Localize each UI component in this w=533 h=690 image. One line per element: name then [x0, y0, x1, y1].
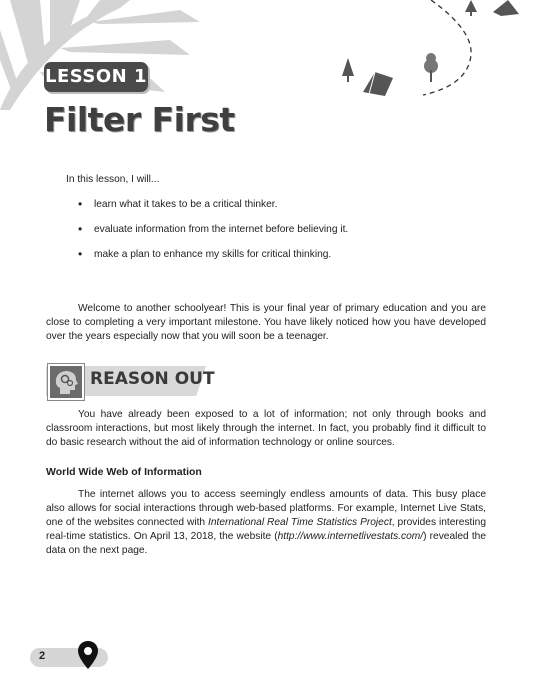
- project-name: International Real Time Statistics Project: [208, 517, 392, 528]
- palm-leaf-icon: [0, 0, 210, 110]
- tree-icon: [424, 53, 438, 82]
- page-number: 2: [39, 650, 46, 662]
- website-url: http://www.internetlivestats.com/: [277, 531, 424, 542]
- list-item: • make a plan to enhance my skills for critical thinking.: [78, 242, 348, 267]
- goals-list: [78, 192, 348, 267]
- location-pin-icon: [77, 640, 99, 670]
- subheading: World Wide Web of Information: [46, 466, 202, 478]
- lesson-title: Filter First: [44, 100, 235, 139]
- list-item: • learn what it takes to be a critical thinker.: [78, 192, 348, 217]
- list-item: • evaluate information from the internet before believing it.: [78, 217, 348, 242]
- tree-icon: [465, 0, 477, 16]
- lesson-label: LESSON 1: [44, 62, 148, 92]
- welcome-paragraph: Welcome to another schoolyear! This is your final year of primary education and you are close to completing a very important milestone. You have likely noticed how you have developed over the years especially now that you will soon be a teenager.: [46, 303, 486, 342]
- tent-icon: [493, 0, 519, 16]
- internet-paragraph: The internet allows you to access seemingly endless amounts of data. This busy place also allows for social interactions through web-based platforms. For example, Internet Live Stats, one of the websites connected with International Real Time Statistics Project, provides interesting real-time statistics. On April 13, 2018, the website (http://www.internetlivestats.com/) revealed the data on the next page.: [46, 489, 486, 556]
- head-gears-icon: [48, 364, 84, 400]
- tent-icon: [363, 72, 393, 96]
- tree-icon: [342, 58, 354, 82]
- campsite-decoration: [303, 0, 533, 110]
- exposed-paragraph: You have already been exposed to a lot of information; not only through books and classroom interactions, but most likely through the internet. In fact, you probably find it difficult to do basic research without the aid of information technology or online sources.: [46, 409, 486, 448]
- intro-text: In this lesson, I will...: [66, 174, 160, 185]
- section-title: REASON OUT: [90, 369, 215, 389]
